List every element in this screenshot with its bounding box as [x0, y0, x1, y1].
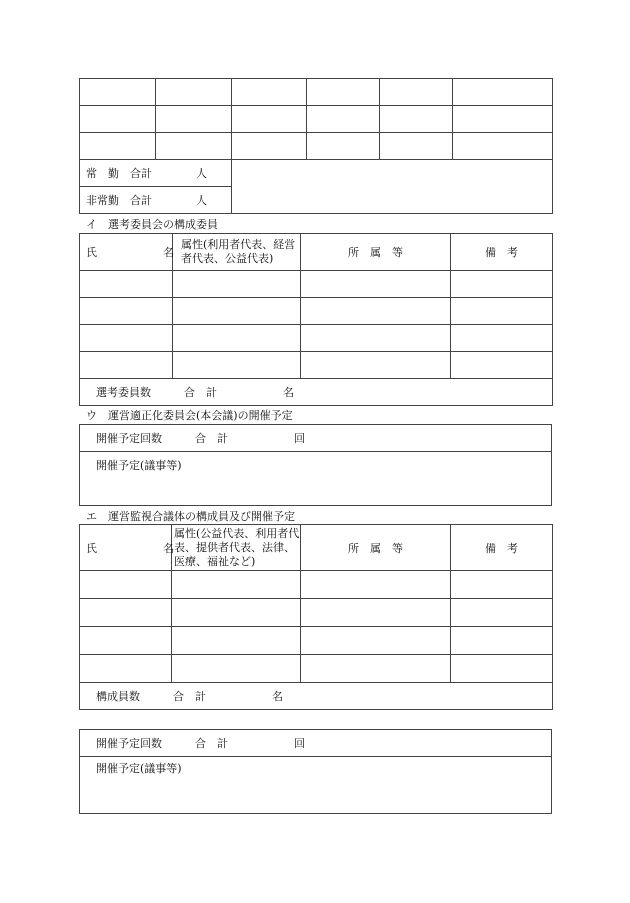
- table-cell[interactable]: [172, 571, 301, 599]
- table-row: [80, 133, 553, 160]
- table-row: [80, 425, 552, 452]
- table-row: [80, 730, 552, 757]
- committee-total: 選考委員数 合 計 名: [80, 379, 553, 406]
- table-cell[interactable]: [380, 79, 453, 106]
- table-cell[interactable]: [80, 298, 173, 325]
- table-cell[interactable]: [172, 599, 301, 627]
- table-cell[interactable]: [80, 325, 173, 352]
- total-remarks-cell[interactable]: [232, 160, 553, 214]
- table-cell[interactable]: [80, 655, 172, 683]
- table-row: [80, 352, 553, 379]
- member-total: 構成員数 合 計 名: [80, 683, 553, 710]
- table-cell[interactable]: [172, 627, 301, 655]
- col-header-name: 氏 名: [80, 525, 172, 571]
- table-cell[interactable]: [380, 106, 453, 133]
- table-cell[interactable]: [307, 106, 380, 133]
- table-row: [80, 106, 553, 133]
- jokin-total-label: 常 勤 合計 人: [80, 160, 232, 187]
- table-cell[interactable]: [80, 599, 172, 627]
- monitoring-meeting-plan-label: 開催予定(議事等): [96, 762, 182, 775]
- table-cell[interactable]: [301, 599, 451, 627]
- col-header-attr: 属性(公益代表、利用者代表、提供者代表、法律、医療、福祉など): [172, 525, 301, 571]
- section-i-heading: イ 選考委員会の構成委員: [86, 218, 218, 231]
- table-cell[interactable]: [451, 571, 553, 599]
- table-cell[interactable]: [80, 271, 173, 298]
- table-row: [80, 379, 553, 406]
- table-cell[interactable]: [451, 655, 553, 683]
- table-cell[interactable]: [173, 325, 301, 352]
- table-cell[interactable]: [451, 298, 553, 325]
- table-cell[interactable]: [232, 133, 307, 160]
- table-cell[interactable]: [451, 352, 553, 379]
- table-cell[interactable]: [301, 298, 451, 325]
- table-cell[interactable]: [80, 352, 173, 379]
- meeting-plan[interactable]: [80, 452, 552, 506]
- section-u-heading: ウ 運営適正化委員会(本会議)の開催予定: [86, 409, 293, 422]
- monitoring-meeting-table: [79, 729, 552, 814]
- table-cell[interactable]: [173, 352, 301, 379]
- table-cell[interactable]: [380, 133, 453, 160]
- table-cell[interactable]: [156, 106, 232, 133]
- table-row: [80, 627, 553, 655]
- table-cell[interactable]: [232, 106, 307, 133]
- table-row: [80, 271, 553, 298]
- table-cell[interactable]: [80, 79, 156, 106]
- table-cell[interactable]: [80, 627, 172, 655]
- table-row: [80, 298, 553, 325]
- table-cell[interactable]: [301, 655, 451, 683]
- committee-table: [79, 233, 553, 406]
- col-header-note: 備 考: [451, 525, 553, 571]
- monitoring-meeting-plan[interactable]: [80, 757, 552, 814]
- col-header-attr: 属性(利用者代表、経営者代表、公益代表): [173, 234, 301, 271]
- table-header-row: [80, 525, 553, 571]
- col-header-affil: 所 属 等: [301, 234, 451, 271]
- section-e-heading: エ 運営監視合議体の構成員及び開催予定: [86, 510, 295, 523]
- table-row: [80, 757, 552, 814]
- table-cell[interactable]: [156, 79, 232, 106]
- table-cell[interactable]: [156, 133, 232, 160]
- meeting-plan-label: 開催予定(議事等): [96, 459, 182, 472]
- table-cell[interactable]: [451, 325, 553, 352]
- table-cell[interactable]: [232, 79, 307, 106]
- table-cell[interactable]: [172, 655, 301, 683]
- meeting-count: 開催予定回数 合 計 回: [80, 425, 552, 452]
- table-cell[interactable]: [301, 627, 451, 655]
- table-cell[interactable]: [301, 352, 451, 379]
- table-row: [80, 325, 553, 352]
- monitoring-table: [79, 524, 553, 710]
- table-header-row: [80, 234, 553, 271]
- staff-table: [79, 78, 553, 214]
- col-header-name: 氏 名: [80, 234, 173, 271]
- table-cell[interactable]: [451, 599, 553, 627]
- table-cell[interactable]: [453, 106, 553, 133]
- meeting-plan-table: [79, 424, 552, 506]
- table-row: [80, 655, 553, 683]
- table-cell[interactable]: [301, 325, 451, 352]
- table-row: [80, 160, 553, 187]
- monitoring-meeting-count: 開催予定回数 合 計 回: [80, 730, 552, 757]
- table-row: [80, 683, 553, 710]
- table-cell[interactable]: [307, 133, 380, 160]
- table-cell[interactable]: [80, 133, 156, 160]
- table-cell[interactable]: [80, 571, 172, 599]
- table-cell[interactable]: [451, 271, 553, 298]
- table-cell[interactable]: [453, 133, 553, 160]
- table-row: [80, 599, 553, 627]
- table-row: [80, 571, 553, 599]
- table-cell[interactable]: [301, 571, 451, 599]
- col-header-note: 備 考: [451, 234, 553, 271]
- table-cell[interactable]: [453, 79, 553, 106]
- table-cell[interactable]: [173, 271, 301, 298]
- table-cell[interactable]: [80, 106, 156, 133]
- table-row: [80, 79, 553, 106]
- hijokin-total-label: 非常勤 合計 人: [80, 187, 232, 214]
- table-cell[interactable]: [173, 298, 301, 325]
- table-row: [80, 452, 552, 506]
- col-header-affil: 所 属 等: [301, 525, 451, 571]
- table-cell[interactable]: [451, 627, 553, 655]
- table-cell[interactable]: [301, 271, 451, 298]
- table-cell[interactable]: [307, 79, 380, 106]
